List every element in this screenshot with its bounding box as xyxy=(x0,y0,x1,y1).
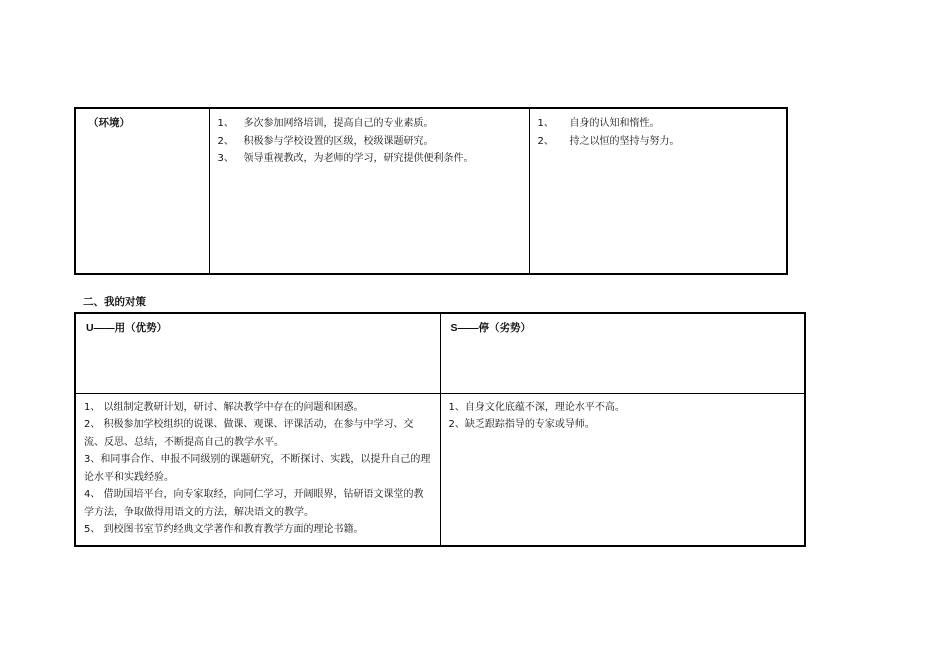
environment-label-cell xyxy=(75,108,209,274)
s-header: S——停（劣势） xyxy=(450,322,532,334)
opportunity-item-number: 3、 xyxy=(217,153,234,164)
threats-cell xyxy=(529,108,787,274)
opportunities-cell xyxy=(209,108,529,274)
s-header-cell xyxy=(440,313,805,393)
opportunity-item xyxy=(218,133,523,151)
section-title: 二、我的对策 xyxy=(83,296,146,308)
u-strategy-item: 2、 积极参加学校组织的说课、做课、观课、评课活动，在参与中学习、交流、反思、总结，不断提高自己的教学水平。 xyxy=(84,419,414,448)
s-items-cell xyxy=(440,393,805,546)
opportunity-item-text: 积极参与学校设置的区级，校级课题研究。 xyxy=(243,135,434,147)
opportunity-item-number: 1、 xyxy=(217,118,234,129)
u-header-cell xyxy=(75,313,440,393)
u-strategy-item: 3、和同事合作、申报不同级别的课题研究，不断探讨、实践，以提升自己的理论水平和实践经验。 xyxy=(84,454,431,483)
strategy-table xyxy=(74,312,806,547)
threat-item-number: 2、 xyxy=(537,135,554,147)
threat-item-text: 自身的认知和惰性。 xyxy=(569,118,660,129)
u-strategy-item: 1、 以组制定教研计划，研讨、解决教学中存在的问题和困惑。 xyxy=(84,401,364,413)
opportunity-item-number: 2、 xyxy=(217,135,234,147)
threat-item-number: 1、 xyxy=(537,118,554,129)
u-header: U——用（优势） xyxy=(86,322,168,334)
threat-item xyxy=(538,115,781,133)
u-strategy-item: 5、 到校图书室节约经典文学著作和教育教学方面的理论书籍。 xyxy=(84,524,364,535)
s-weakness-item: 2、缺乏跟踪指导的专家或导师。 xyxy=(448,419,595,430)
opportunity-item-text: 领导重视教改，为老师的学习，研究提供便利条件。 xyxy=(243,153,474,164)
threat-item-text: 持之以恒的坚持与努力。 xyxy=(569,135,680,147)
s-items-list xyxy=(441,394,805,434)
u-items-cell xyxy=(75,393,440,546)
swot-environment-table xyxy=(74,107,788,275)
opportunity-item xyxy=(218,115,523,133)
opportunity-item-text: 多次参加网络培训，提高自己的专业素质。 xyxy=(243,118,434,129)
s-weakness-item: 1、自身文化底蕴不深，理论水平不高。 xyxy=(448,401,625,413)
opportunity-item xyxy=(218,150,523,168)
u-strategy-item: 4、 借助国培平台，向专家取经，向同仁学习，开阔眼界，钻研语文课堂的教学方法，争取做得用语文的方法，解决语文的教学。 xyxy=(84,489,424,518)
u-items-list xyxy=(76,394,440,539)
environment-label: （环境） xyxy=(88,117,130,129)
threats-list xyxy=(530,109,787,150)
opportunities-list xyxy=(210,109,529,168)
threat-item xyxy=(538,133,781,151)
